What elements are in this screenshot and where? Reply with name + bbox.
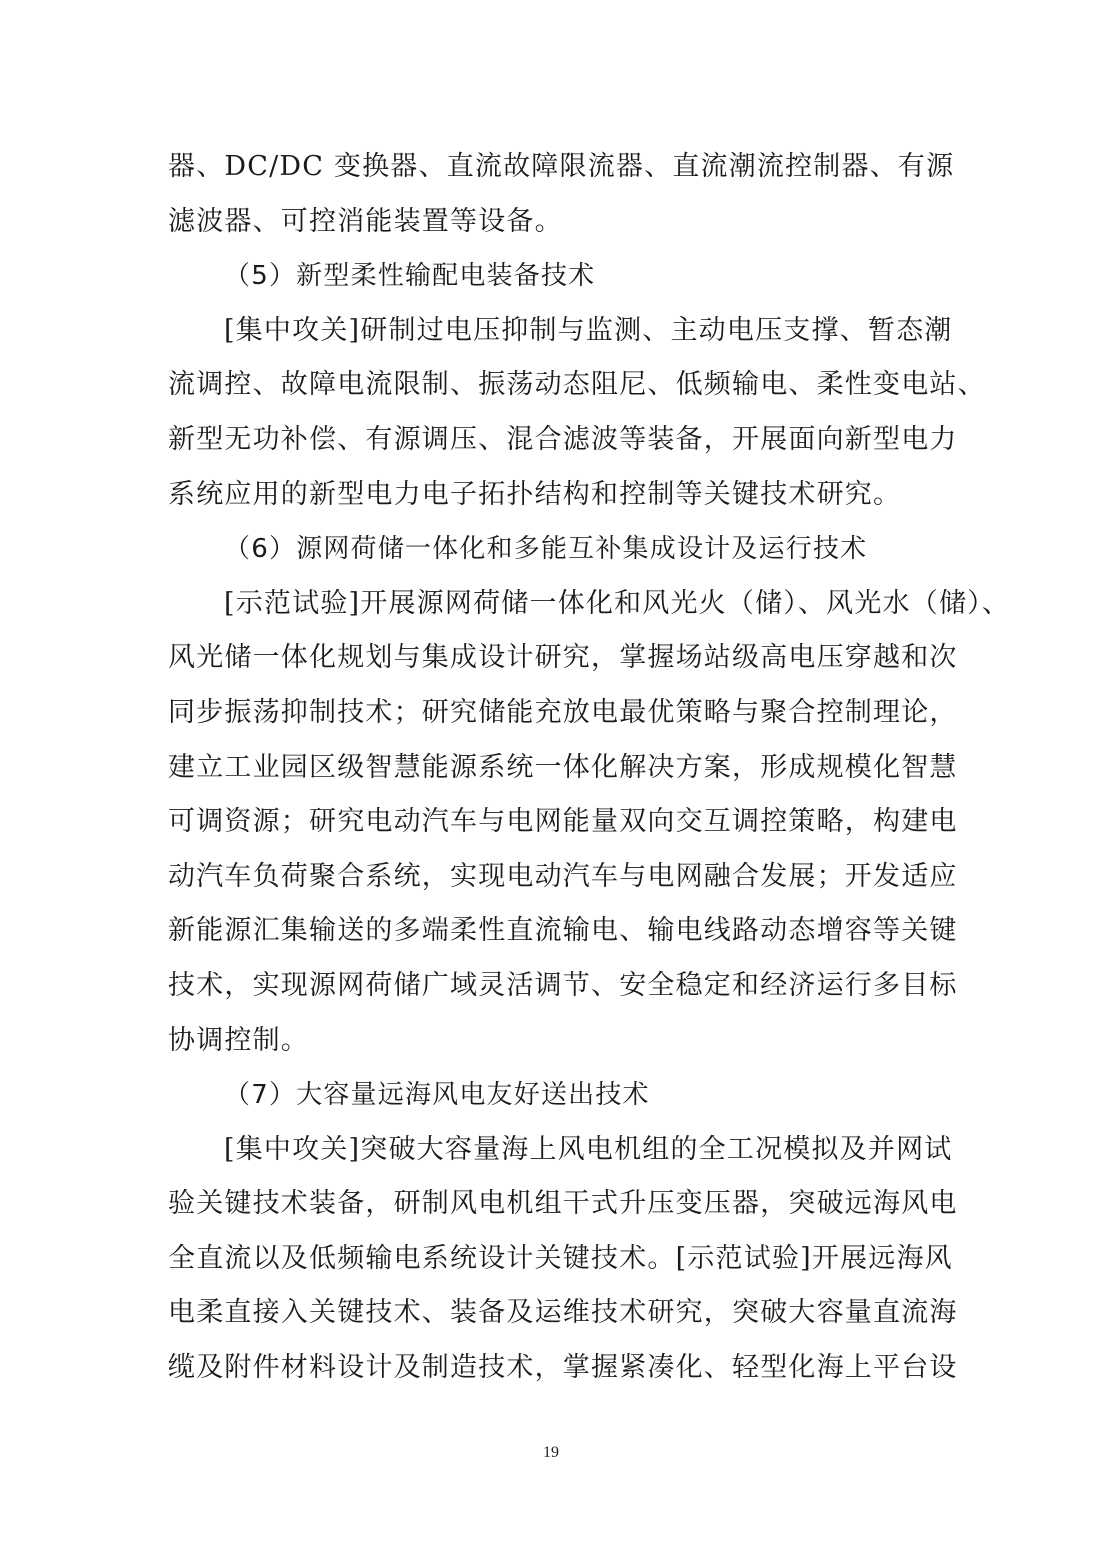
paragraph-line: 全直流以及低频输电系统设计关键技术。[示范试验]开展远海风	[168, 1242, 953, 1274]
paragraph-line: [集中攻关]研制过电压抑制与监测、主动电压支撑、暂态潮	[224, 314, 953, 346]
paragraph-line: [示范试验]开展源网荷储一体化和风光火（储）、风光水（储）、	[224, 587, 1011, 619]
paragraph-line: 风光储一体化规划与集成设计研究，掌握场站级高电压穿越和次	[168, 642, 958, 674]
paragraph-line: 建立工业园区级智慧能源系统一体化解决方案，形成规模化智慧	[168, 751, 958, 783]
paragraph-line: 系统应用的新型电力电子拓扑结构和控制等关键技术研究。	[168, 478, 902, 510]
paragraph-line: 滤波器、可控消能装置等设备。	[168, 205, 563, 237]
paragraph-line: 可调资源；研究电动汽车与电网能量双向交互调控策略，构建电	[168, 806, 958, 838]
paragraph-line: 动汽车负荷聚合系统，实现电动汽车与电网融合发展；开发适应	[168, 860, 958, 892]
paragraph-line: 缆及附件材料设计及制造技术，掌握紧凑化、轻型化海上平台设	[168, 1352, 958, 1384]
paragraph-line: 新型无功补偿、有源调压、混合滤波等装备，开展面向新型电力	[168, 423, 958, 455]
paragraph-line: 流调控、故障电流限制、振荡动态阻尼、低频输电、柔性变电站、	[168, 369, 986, 401]
paragraph-line: 验关键技术装备，研制风电机组干式升压变压器，突破远海风电	[168, 1188, 958, 1220]
section-heading-5: （5）新型柔性输配电装备技术	[224, 261, 596, 292]
paragraph-line: [集中攻关]突破大容量海上风电机组的全工况模拟及并网试	[224, 1133, 953, 1165]
paragraph-line: 电柔直接入关键技术、装备及运维技术研究，突破大容量直流海	[168, 1297, 958, 1329]
paragraph-line: 器、DC/DC 变换器、直流故障限流器、直流潮流控制器、有源	[168, 151, 955, 182]
page-number: 19	[543, 1444, 559, 1461]
document-body	[168, 140, 1011, 1396]
section-heading-7: （7）大容量远海风电友好送出技术	[224, 1080, 650, 1111]
paragraph-line: 协调控制。	[168, 1024, 309, 1056]
section-heading-6: （6）源网荷储一体化和多能互补集成设计及运行技术	[224, 534, 868, 565]
paragraph-line: 技术，实现源网荷储广域灵活调节、安全稳定和经济运行多目标	[168, 969, 958, 1001]
paragraph-line: 新能源汇集输送的多端柔性直流输电、输电线路动态增容等关键	[168, 915, 958, 947]
paragraph-line: 同步振荡抑制技术；研究储能充放电最优策略与聚合控制理论，	[168, 696, 958, 728]
